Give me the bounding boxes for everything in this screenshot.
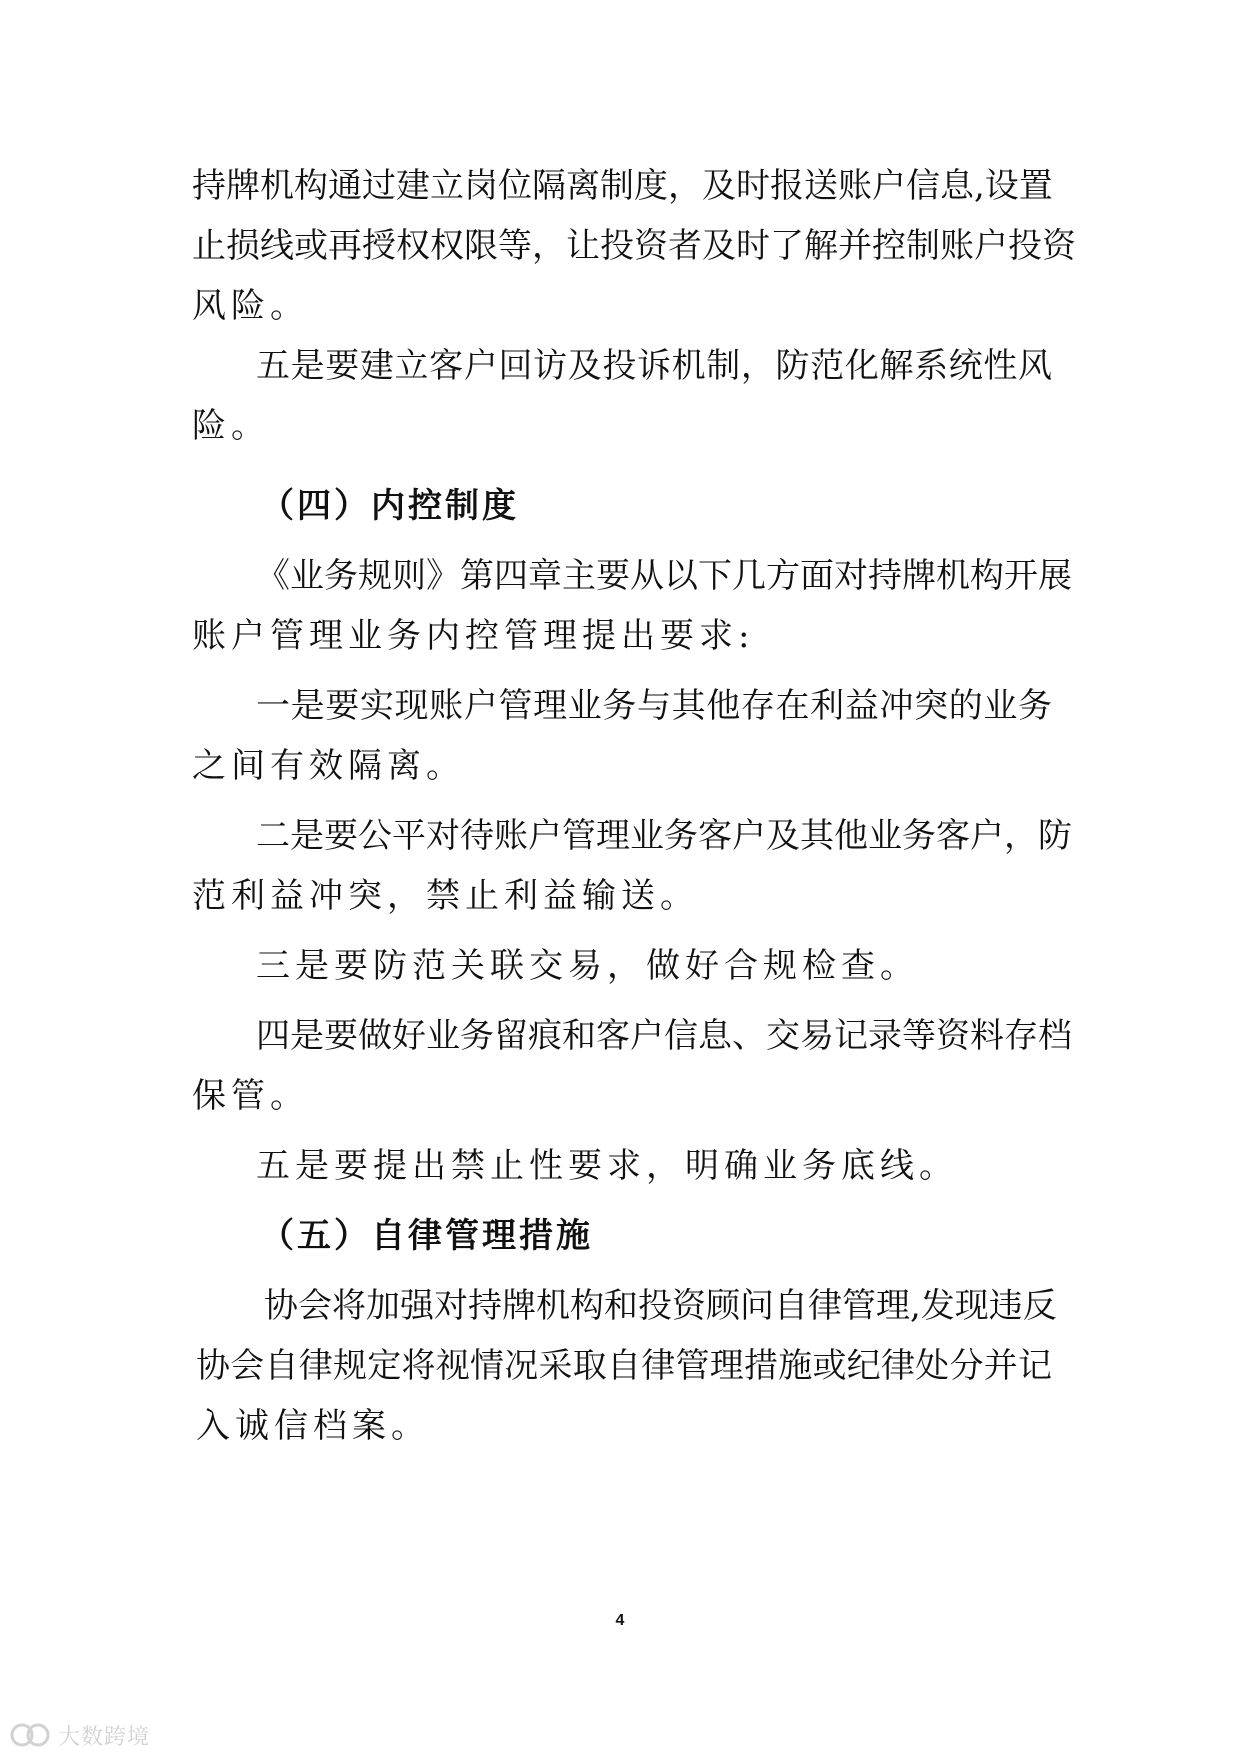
body-line: 险。	[192, 406, 270, 446]
watermark	[8, 1720, 150, 1750]
body-line: 一是要实现账户管理业务与其他存在利益冲突的业务	[256, 686, 1052, 726]
watermark-text: 大数跨境	[58, 1724, 151, 1750]
watermark-logo-icon	[8, 1721, 52, 1749]
body-line: 入诚信档案。	[196, 1406, 430, 1446]
body-line: 五是要提出禁止性要求，明确业务底线。	[256, 1146, 958, 1186]
body-line: 四是要做好业务留痕和客户信息、交易记录等资料存档	[256, 1016, 1072, 1056]
body-line: 风险。	[192, 286, 309, 326]
body-line: 持牌机构通过建立岗位隔离制度，及时报送账户信息,设置	[192, 166, 1053, 206]
body-line: 保管。	[192, 1076, 309, 1116]
body-line: 《业务规则》第四章主要从以下几方面对持牌机构开展	[256, 556, 1072, 596]
body-line: 三是要防范关联交易，做好合规检查。	[256, 946, 919, 986]
body-line: 范利益冲突，禁止利益输送。	[192, 876, 699, 916]
body-line: 账户管理业务内控管理提出要求:	[192, 616, 755, 656]
body-line: 二是要公平对待账户管理业务客户及其他业务客户，防	[256, 816, 1072, 856]
body-line: 协会将加强对持牌机构和投资顾问自律管理,发现违反	[264, 1286, 1057, 1326]
body-line: 之间有效隔离。	[192, 746, 465, 786]
section-heading: （四）内控制度	[260, 486, 519, 526]
section-heading: （五）自律管理措施	[260, 1216, 593, 1256]
page-number: 4	[615, 1612, 625, 1629]
body-line: 协会自律规定将视情况采取自律管理措施或纪律处分并记	[196, 1346, 1052, 1386]
body-line: 止损线或再授权权限等，让投资者及时了解并控制账户投资	[192, 226, 1076, 266]
body-line: 五是要建立客户回访及投诉机制，防范化解系统性风	[256, 346, 1052, 386]
